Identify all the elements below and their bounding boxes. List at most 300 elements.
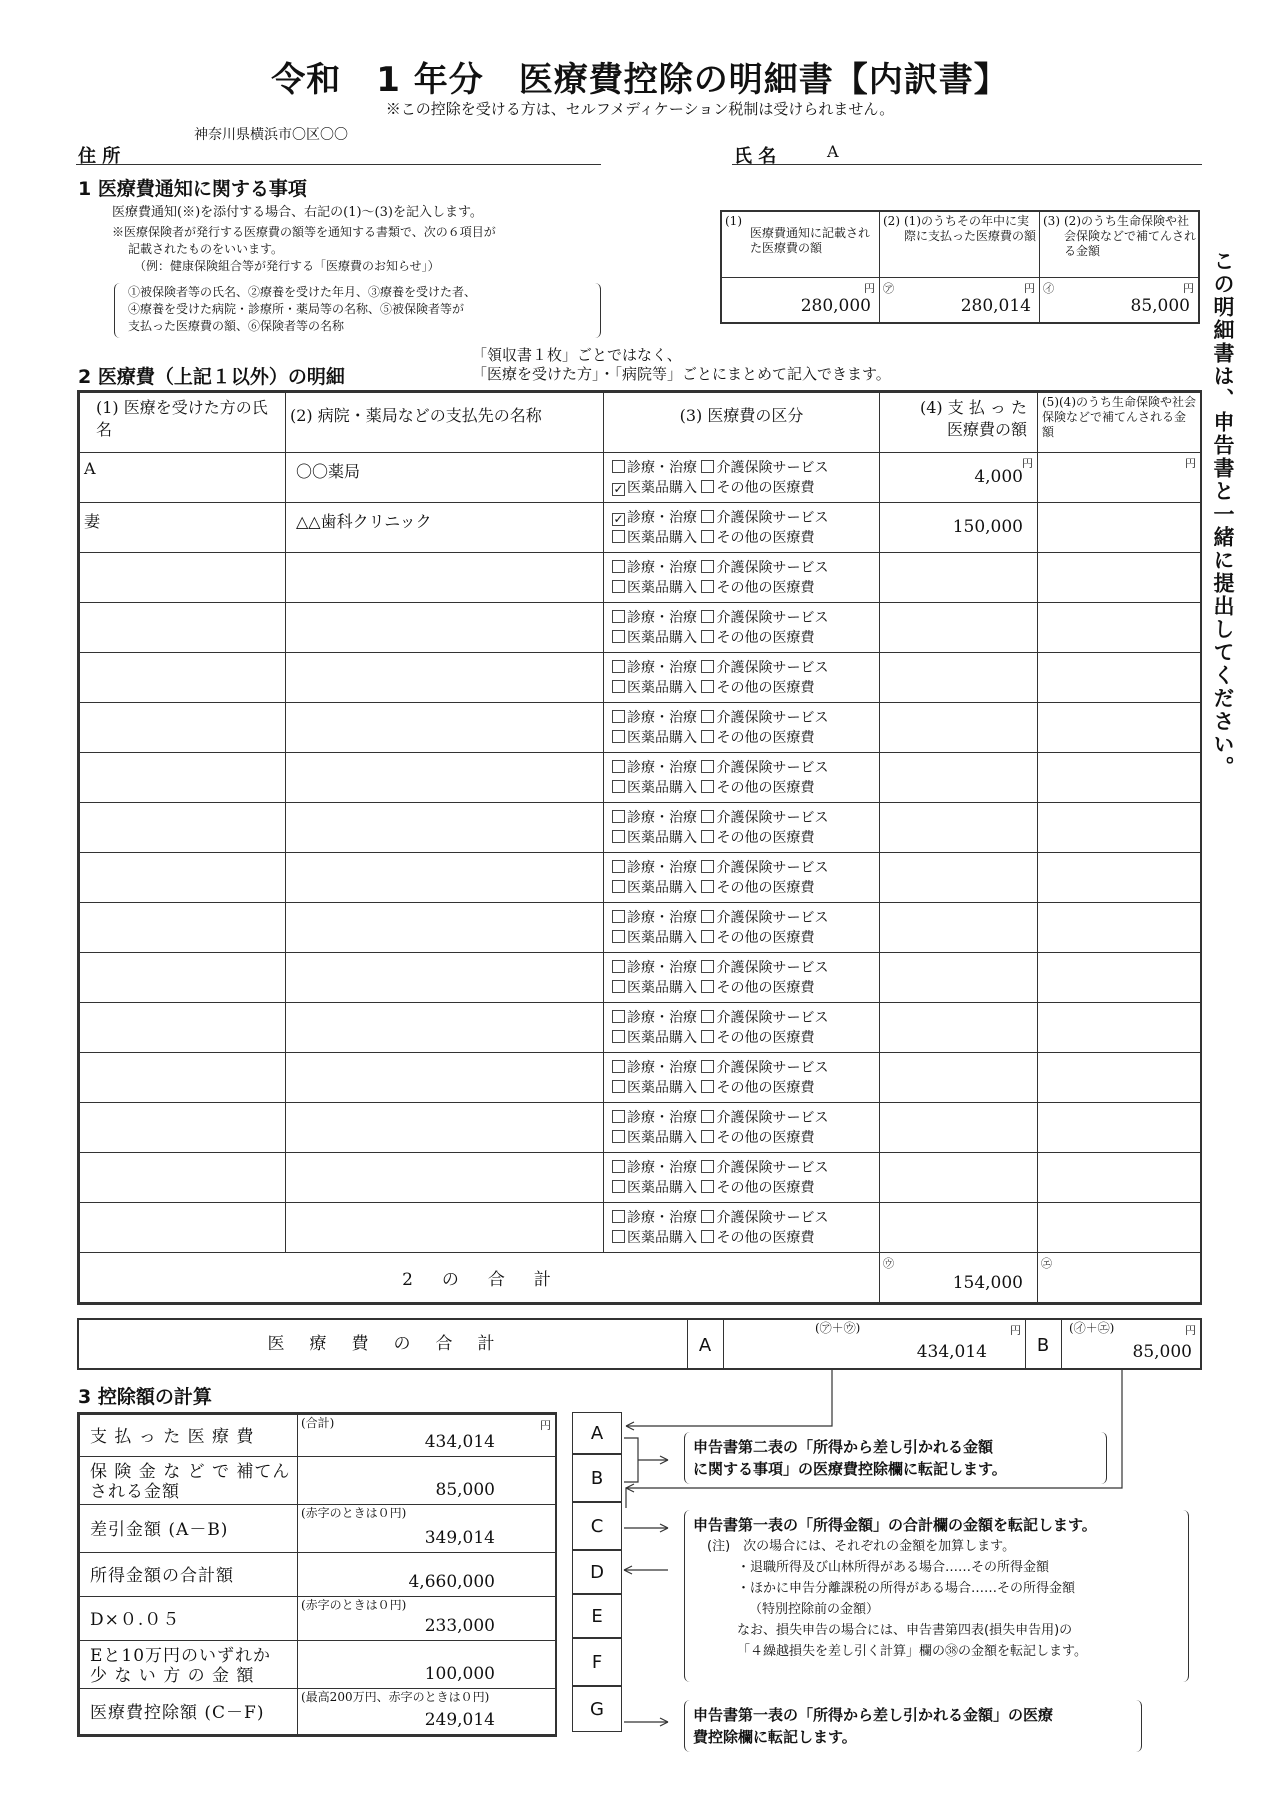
- payee-cell[interactable]: [286, 703, 604, 753]
- connector-a-line: [626, 1370, 832, 1426]
- address-value[interactable]: 神奈川県横浜市〇区〇〇: [194, 127, 348, 143]
- category-label: 医薬品購入: [627, 930, 697, 946]
- category-cell: [604, 553, 880, 603]
- category-label: その他の医療費: [716, 480, 815, 496]
- checkbox-other[interactable]: [701, 880, 714, 893]
- checkbox-treatment[interactable]: [612, 1060, 625, 1073]
- category-line1: [612, 508, 879, 528]
- checkbox-treatment[interactable]: [612, 460, 625, 473]
- section1-notes: [112, 204, 496, 275]
- notice-col1-header: (1) 医療費通知に記載された医療費の額: [722, 212, 880, 278]
- checkbox-care[interactable]: [701, 810, 714, 823]
- table-row: [80, 653, 1201, 703]
- checkbox-other[interactable]: [701, 1230, 714, 1243]
- covered-cell[interactable]: [1038, 853, 1201, 903]
- section1-line1: 医療費通知(※)を添付する場合、右記の(1)～(3)を記入します。: [112, 205, 483, 220]
- category-label: 診療・治療: [627, 860, 697, 876]
- category-label: 診療・治療: [627, 460, 697, 476]
- category-cell: [604, 803, 880, 853]
- category-cell: [604, 953, 880, 1003]
- checkbox-care[interactable]: [701, 1210, 714, 1223]
- header-payee: (2) 病院・薬局などの支払先の名称: [286, 393, 604, 453]
- page-title: 令和 1 年分 医療費控除の明細書【内訳書】: [271, 60, 1009, 100]
- notice-value1-cell[interactable]: 円 280,000: [722, 278, 880, 322]
- deduction-label: 医療費控除額 (C－F): [80, 1689, 298, 1735]
- covered-cell[interactable]: 円: [1038, 453, 1201, 503]
- notice-value2: 280,014: [960, 296, 1031, 316]
- category-label: 診療・治療: [627, 660, 697, 676]
- checkbox-medicine[interactable]: [612, 880, 625, 893]
- deduction-label: 保 険 金 な ど で 補てんされる金額: [80, 1457, 298, 1505]
- checkbox-care[interactable]: [701, 460, 714, 473]
- table-row: [80, 503, 1201, 553]
- notice-table: [720, 210, 1200, 324]
- deduction-value-cell[interactable]: [298, 1457, 556, 1505]
- grand-b-cell[interactable]: (㋑＋㋓) 円 85,000: [1069, 1321, 1196, 1362]
- table-row: [80, 1103, 1201, 1153]
- notice-col2-header: (2) (1)のうちその年中に実際に支払った医療費の額: [880, 212, 1040, 278]
- grand-total-row: [77, 1318, 1202, 1370]
- category-label: 介護保険サービス: [716, 460, 829, 476]
- checkbox-medicine[interactable]: ✓: [613, 482, 624, 496]
- payee-cell[interactable]: [286, 1103, 604, 1153]
- category-label: 医薬品購入: [627, 830, 697, 846]
- amount-cell[interactable]: [880, 853, 1038, 903]
- checkbox-care[interactable]: [701, 660, 714, 673]
- person-cell[interactable]: [80, 853, 286, 903]
- connector-ab-brace: [624, 1438, 668, 1482]
- section1-item1: ①被保険者等の氏名、②療養を受けた年月、③療養を受けた者、: [128, 285, 477, 299]
- person-cell[interactable]: [80, 803, 286, 853]
- checkbox-medicine[interactable]: [612, 1130, 625, 1143]
- amount-cell[interactable]: [880, 1103, 1038, 1153]
- checkbox-other[interactable]: [701, 480, 714, 493]
- person-cell[interactable]: [80, 1053, 286, 1103]
- amount-cell[interactable]: [880, 1153, 1038, 1203]
- notice-value3: 85,000: [1130, 296, 1190, 316]
- table-row: [80, 903, 1201, 953]
- checkbox-care[interactable]: [701, 860, 714, 873]
- deduction-value: 4,660,000: [408, 1572, 495, 1592]
- deduction-value-cell[interactable]: [298, 1641, 556, 1689]
- grand-b-value: 85,000: [1132, 1342, 1192, 1362]
- table-row: [80, 1003, 1201, 1053]
- checkbox-other[interactable]: [701, 930, 714, 943]
- covered-cell[interactable]: [1038, 653, 1201, 703]
- checkbox-medicine[interactable]: [612, 780, 625, 793]
- category-label: 診療・治療: [627, 1210, 697, 1226]
- payee-cell[interactable]: [286, 953, 604, 1003]
- deduction-row: [80, 1553, 556, 1597]
- category-line2: [612, 478, 879, 498]
- category-line2: [612, 728, 879, 748]
- person-cell[interactable]: [80, 953, 286, 1003]
- covered-cell[interactable]: [1038, 703, 1201, 753]
- table-row: [80, 853, 1201, 903]
- checkbox-treatment[interactable]: [612, 760, 625, 773]
- detail-table-wrap: [77, 390, 1202, 1305]
- table-row: [80, 803, 1201, 853]
- payee-cell[interactable]: [286, 553, 604, 603]
- category-label: 介護保険サービス: [716, 860, 829, 876]
- table-row: [80, 1053, 1201, 1103]
- covered-cell[interactable]: [1038, 503, 1201, 553]
- section1-line2: ※医療保険者が発行する医療費の額等を通知する書類で、次の６項目が: [112, 225, 496, 239]
- covered-cell[interactable]: [1038, 1053, 1201, 1103]
- category-line2: [612, 828, 879, 848]
- checkbox-medicine[interactable]: [612, 730, 625, 743]
- category-label: 医薬品購入: [627, 1180, 697, 1196]
- covered-cell[interactable]: [1038, 1003, 1201, 1053]
- deduction-value-cell[interactable]: [298, 1553, 556, 1597]
- notice-value1: 280,000: [800, 296, 871, 316]
- checkbox-medicine[interactable]: [612, 830, 625, 843]
- checkbox-treatment[interactable]: [612, 660, 625, 673]
- payee-cell[interactable]: [286, 1153, 604, 1203]
- payee-cell[interactable]: [286, 653, 604, 703]
- checkbox-other[interactable]: [701, 780, 714, 793]
- amount-cell[interactable]: [880, 953, 1038, 1003]
- category-label: 介護保険サービス: [716, 1110, 829, 1126]
- category-label: 介護保険サービス: [716, 610, 829, 626]
- amount-cell[interactable]: [880, 903, 1038, 953]
- checkbox-other[interactable]: [701, 1130, 714, 1143]
- category-label: 医薬品購入: [627, 1230, 697, 1246]
- deduction-label: 支 払 っ た 医 療 費: [80, 1415, 298, 1457]
- person-cell[interactable]: [80, 1203, 286, 1253]
- amount-value: 150,000: [952, 517, 1023, 537]
- category-label: 診療・治療: [627, 760, 697, 776]
- payee-cell[interactable]: [286, 503, 604, 553]
- total-amount-cell[interactable]: ㋒ 154,000: [880, 1253, 1038, 1303]
- category-line2: [612, 978, 879, 998]
- deduction-value-cell[interactable]: (合計) 円 434,014: [298, 1415, 556, 1457]
- category-label: 介護保険サービス: [716, 810, 829, 826]
- category-line1: [612, 1108, 879, 1128]
- amount-cell[interactable]: [880, 503, 1038, 553]
- category-line2: [612, 1178, 879, 1198]
- deduction-table: [79, 1414, 556, 1735]
- connector-lines-lower: [620, 1560, 680, 1760]
- person-cell[interactable]: [80, 453, 286, 503]
- payee-cell[interactable]: [286, 853, 604, 903]
- deduction-letter: F: [572, 1638, 622, 1686]
- category-cell: [604, 503, 880, 553]
- checkbox-care[interactable]: [701, 960, 714, 973]
- checkbox-care[interactable]: [701, 560, 714, 573]
- total-amount: 154,000: [952, 1273, 1023, 1293]
- category-line2: [612, 678, 879, 698]
- checkbox-care[interactable]: [701, 760, 714, 773]
- category-label: 医薬品購入: [627, 530, 697, 546]
- checkbox-care[interactable]: [701, 1060, 714, 1073]
- person-cell[interactable]: [80, 1103, 286, 1153]
- category-label: その他の医療費: [716, 1180, 815, 1196]
- checkbox-care[interactable]: [701, 1010, 714, 1023]
- person-cell[interactable]: [80, 703, 286, 753]
- checkbox-treatment[interactable]: [612, 1160, 625, 1173]
- category-line2: [612, 1228, 879, 1248]
- name-value[interactable]: A: [827, 142, 839, 161]
- amount-cell[interactable]: 円 4,000: [880, 453, 1038, 503]
- checkbox-treatment[interactable]: [612, 1210, 625, 1223]
- covered-cell[interactable]: [1038, 753, 1201, 803]
- category-line2: [612, 528, 879, 548]
- category-label: 医薬品購入: [627, 730, 697, 746]
- checkbox-care[interactable]: [701, 710, 714, 723]
- category-line2: [612, 928, 879, 948]
- checkbox-medicine[interactable]: [612, 680, 625, 693]
- notice-value2-cell[interactable]: ㋐ 円 280,014: [880, 278, 1040, 322]
- checkbox-medicine[interactable]: [612, 1030, 625, 1043]
- category-label: その他の医療費: [716, 1230, 815, 1246]
- person-cell[interactable]: [80, 503, 286, 553]
- category-line1: [612, 858, 879, 878]
- checkbox-other[interactable]: [701, 530, 714, 543]
- section1-item2: ④療養を受けた病院・診療所・薬局等の名称、⑤被保険者等が: [128, 302, 465, 316]
- category-label: 診療・治療: [627, 510, 697, 526]
- checkbox-care[interactable]: [701, 510, 714, 523]
- section1-line3: 記載されたものをいいます。: [128, 242, 284, 256]
- total-covered-cell[interactable]: ㋓: [1038, 1253, 1201, 1303]
- side-note: この明細書は、申告書と一緒に提出してください。: [1211, 250, 1235, 779]
- covered-cell[interactable]: [1038, 553, 1201, 603]
- checkbox-medicine[interactable]: [612, 630, 625, 643]
- person-cell[interactable]: [80, 1153, 286, 1203]
- category-label: その他の医療費: [716, 780, 815, 796]
- person-cell[interactable]: [80, 1003, 286, 1053]
- payee-cell[interactable]: [286, 803, 604, 853]
- checkbox-other[interactable]: [701, 1180, 714, 1193]
- category-label: 医薬品購入: [627, 630, 697, 646]
- amount-cell[interactable]: [880, 1003, 1038, 1053]
- covered-cell[interactable]: [1038, 1153, 1201, 1203]
- category-label: 診療・治療: [627, 960, 697, 976]
- payee-cell[interactable]: [286, 1003, 604, 1053]
- category-line2: [612, 628, 879, 648]
- category-cell: [604, 753, 880, 803]
- payee-cell[interactable]: [286, 753, 604, 803]
- amount-cell[interactable]: [880, 653, 1038, 703]
- grand-a-cell[interactable]: (㋐＋㋒) 円 434,014: [723, 1320, 1026, 1368]
- category-label: その他の医療費: [716, 930, 815, 946]
- table-row: [80, 553, 1201, 603]
- category-label: その他の医療費: [716, 580, 815, 596]
- deduction-letter: C: [572, 1502, 622, 1550]
- amount-cell[interactable]: [880, 703, 1038, 753]
- deduction-hint: (合計): [301, 1416, 335, 1430]
- deduction-letter: B: [572, 1454, 622, 1502]
- person-name: A: [84, 459, 96, 478]
- person-cell[interactable]: [80, 603, 286, 653]
- checkbox-treatment[interactable]: [612, 960, 625, 973]
- deduction-hint: (赤字のときは０円): [301, 1506, 407, 1520]
- checkbox-treatment[interactable]: [612, 610, 625, 623]
- table-row: [80, 703, 1201, 753]
- payee-cell[interactable]: [286, 1203, 604, 1253]
- checkbox-other[interactable]: [701, 630, 714, 643]
- checkbox-medicine[interactable]: [612, 1080, 625, 1093]
- checkbox-other[interactable]: [701, 680, 714, 693]
- notice-value3-cell[interactable]: ㋑ 円 85,000: [1043, 282, 1194, 316]
- payee-name: △△歯科クリニック: [296, 512, 432, 531]
- category-line2: [612, 778, 879, 798]
- deduction-value: 233,000: [424, 1616, 495, 1636]
- grand-a-letter: A: [687, 1320, 724, 1368]
- checkbox-other[interactable]: [701, 580, 714, 593]
- page-subtitle: ※この控除を受ける方は、セルフメディケーション税制は受けられません。: [385, 100, 895, 118]
- deduction-row: [80, 1505, 556, 1553]
- category-label: その他の医療費: [716, 530, 815, 546]
- covered-cell[interactable]: [1038, 1103, 1201, 1153]
- category-cell: [604, 453, 880, 503]
- header-amount: (4) 支 払 っ た 医療費の額: [880, 393, 1038, 453]
- category-label: 診療・治療: [627, 1160, 697, 1176]
- checkbox-treatment[interactable]: [612, 710, 625, 723]
- category-label: 医薬品購入: [627, 1080, 697, 1096]
- note-cd: 申告書第一表の「所得金額」の合計欄の金額を転記します。 (注) 次の場合には、それぞれの金額を加算します。 ・退職所得及び山林所得がある場合……その所得金額 ・ほかに申告分離課税の所得がある場合……その所得金額 （特別控除前の金額） なお、損失申告の場合には、申告書第四表(損失申告用)の 「４繰越損失を差し引く計算」欄の㊳の金額を転記します。: [684, 1510, 1189, 1682]
- category-label: 介護保険サービス: [716, 1160, 829, 1176]
- category-label: 介護保険サービス: [716, 560, 829, 576]
- category-label: 診療・治療: [627, 1110, 697, 1126]
- checkbox-other[interactable]: [701, 1030, 714, 1043]
- grand-total-label: 医 療 費 の 合 計: [79, 1320, 688, 1368]
- section2-heading: 2 医療費（上記１以外）の明細: [78, 366, 345, 388]
- checkbox-treatment[interactable]: [612, 1110, 625, 1123]
- deduction-label: 所得金額の合計額: [80, 1553, 298, 1597]
- person-cell[interactable]: [80, 753, 286, 803]
- payee-cell[interactable]: [286, 453, 604, 503]
- deduction-value-cell[interactable]: [298, 1505, 556, 1553]
- category-cell: [604, 853, 880, 903]
- checkbox-other[interactable]: [701, 730, 714, 743]
- deduction-letter: G: [572, 1686, 622, 1732]
- deduction-hint: (最高200万円、赤字のときは０円): [301, 1690, 490, 1704]
- person-cell[interactable]: [80, 903, 286, 953]
- detail-table: [79, 392, 1201, 1303]
- checkbox-care[interactable]: [701, 1160, 714, 1173]
- covered-cell[interactable]: [1038, 1203, 1201, 1253]
- checkbox-medicine[interactable]: [612, 1230, 625, 1243]
- payee-cell[interactable]: [286, 903, 604, 953]
- payee-cell[interactable]: [286, 1053, 604, 1103]
- deduction-letter: E: [572, 1594, 622, 1638]
- table-row: [80, 953, 1201, 1003]
- covered-cell[interactable]: [1038, 603, 1201, 653]
- covered-cell[interactable]: [1038, 903, 1201, 953]
- category-label: 介護保険サービス: [716, 1060, 829, 1076]
- category-line1: [612, 1158, 879, 1178]
- person-cell[interactable]: [80, 653, 286, 703]
- category-cell: [604, 703, 880, 753]
- category-cell: [604, 1153, 880, 1203]
- checkbox-medicine[interactable]: [612, 1180, 625, 1193]
- checkbox-medicine[interactable]: [612, 530, 625, 543]
- checkbox-treatment[interactable]: [612, 1010, 625, 1023]
- category-label: 診療・治療: [627, 560, 697, 576]
- category-line1: [612, 1058, 879, 1078]
- category-line1: [612, 1208, 879, 1228]
- deduction-value-cell[interactable]: [298, 1689, 556, 1735]
- covered-cell[interactable]: [1038, 953, 1201, 1003]
- grand-b-letter: B: [1025, 1320, 1062, 1368]
- category-label: 医薬品購入: [627, 580, 697, 596]
- category-label: その他の医療費: [716, 1030, 815, 1046]
- checkbox-other[interactable]: [701, 830, 714, 843]
- checkbox-treatment[interactable]: [612, 810, 625, 823]
- checkbox-medicine[interactable]: [612, 980, 625, 993]
- category-cell: [604, 903, 880, 953]
- category-line1: [612, 608, 879, 628]
- person-cell[interactable]: [80, 553, 286, 603]
- table-row: [80, 1203, 1201, 1253]
- category-cell: [604, 1003, 880, 1053]
- amount-cell[interactable]: [880, 803, 1038, 853]
- checkbox-care[interactable]: [701, 910, 714, 923]
- category-label: 医薬品購入: [627, 880, 697, 896]
- payee-cell[interactable]: [286, 603, 604, 653]
- category-label: 医薬品購入: [627, 980, 697, 996]
- category-label: 介護保険サービス: [716, 710, 829, 726]
- amount-cell[interactable]: [880, 753, 1038, 803]
- address-row: [76, 127, 601, 167]
- table-row: [80, 603, 1201, 653]
- deduction-label: 差引金額 (A－B): [80, 1505, 298, 1553]
- note-g: 申告書第一表の「所得から差し引かれる金額」の医療 費控除欄に転記します。: [684, 1700, 1142, 1752]
- category-cell: [604, 1103, 880, 1153]
- section1-item3: 支払った医療費の額、⑥保険者等の名称: [128, 319, 345, 333]
- deduction-value: 249,014: [424, 1710, 495, 1730]
- table-row: [80, 1153, 1201, 1203]
- checkbox-care[interactable]: [701, 1110, 714, 1123]
- category-label: 介護保険サービス: [716, 910, 829, 926]
- deduction-value-cell[interactable]: [298, 1597, 556, 1641]
- checkbox-other[interactable]: [701, 1080, 714, 1093]
- table-row: [80, 753, 1201, 803]
- category-line1: [612, 558, 879, 578]
- checkbox-treatment[interactable]: [612, 560, 625, 573]
- category-cell: [604, 653, 880, 703]
- note-ab: 申告書第二表の「所得から差し引かれる金額 に関する事項」の医療費控除欄に転記します。: [684, 1432, 1107, 1484]
- checkbox-treatment[interactable]: [612, 910, 625, 923]
- payee-name: 〇〇薬局: [296, 462, 361, 481]
- amount-cell[interactable]: [880, 603, 1038, 653]
- checkbox-medicine[interactable]: [612, 930, 625, 943]
- category-line1: [612, 708, 879, 728]
- deduction-row: [80, 1689, 556, 1735]
- category-line1: [612, 808, 879, 828]
- checkbox-care[interactable]: [701, 610, 714, 623]
- amount-cell[interactable]: [880, 553, 1038, 603]
- name-row: [732, 138, 1202, 167]
- checkbox-treatment[interactable]: ✓: [613, 512, 624, 526]
- amount-cell[interactable]: [880, 1053, 1038, 1103]
- header-covered: (5)(4)のうち生命保険や社会保険などで補てんされる金額: [1038, 393, 1201, 453]
- amount-cell[interactable]: [880, 1203, 1038, 1253]
- name-label: 氏 名: [734, 146, 777, 167]
- deduction-value: 100,000: [424, 1664, 495, 1684]
- section1-items: [128, 284, 476, 335]
- checkbox-other[interactable]: [701, 980, 714, 993]
- category-label: 介護保険サービス: [716, 1210, 829, 1226]
- category-label: 診療・治療: [627, 810, 697, 826]
- covered-cell[interactable]: [1038, 803, 1201, 853]
- checkbox-medicine[interactable]: [612, 580, 625, 593]
- checkbox-treatment[interactable]: [612, 860, 625, 873]
- category-line1: [612, 908, 879, 928]
- category-label: 介護保険サービス: [716, 660, 829, 676]
- category-label: 医薬品購入: [627, 480, 697, 496]
